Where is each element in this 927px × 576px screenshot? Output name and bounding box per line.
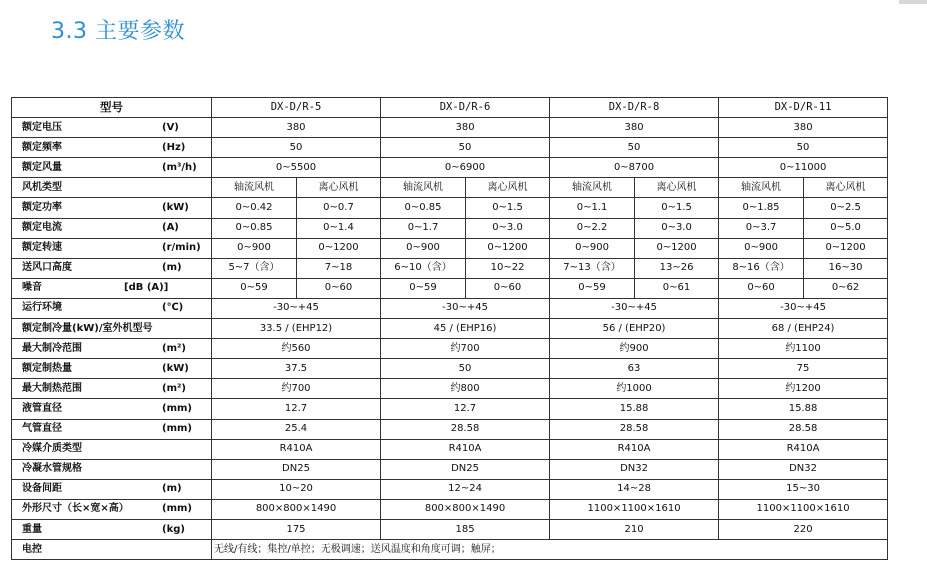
value-cell: 50	[212, 138, 381, 158]
spec-table-body	[12, 98, 888, 560]
value-cell: 10~20	[212, 479, 381, 499]
value-cell: 8~16（含）	[719, 258, 804, 278]
value-cell: 380	[381, 118, 550, 138]
row-label-cell	[12, 479, 212, 499]
table-row	[12, 118, 888, 138]
row-label-cell	[12, 158, 212, 178]
value-cell: 0~2.2	[550, 218, 635, 238]
row-label-cell	[12, 379, 212, 399]
value-cell: 离心风机	[804, 178, 888, 198]
value-cell: 离心风机	[297, 178, 381, 198]
value-cell: 0~60	[297, 278, 381, 298]
row-label: 额定制冷量(kW)/室外机型号	[22, 322, 153, 334]
table-row	[12, 218, 888, 238]
row-unit: (kW)	[162, 202, 189, 214]
row-label: 送风口高度	[22, 262, 72, 274]
row-label: 运行环境	[22, 302, 62, 314]
value-cell: 16~30	[804, 258, 888, 278]
value-cell: 0~1200	[466, 238, 550, 258]
row-label-cell	[12, 399, 212, 419]
value-cell: 220	[719, 519, 888, 539]
value-cell: 0~1.5	[635, 198, 719, 218]
control-label: 电控	[12, 540, 212, 560]
value-cell: 约1000	[550, 379, 719, 399]
row-label: 外形尺寸（长×宽×高）	[22, 503, 129, 515]
value-cell: 轴流风机	[381, 178, 466, 198]
row-unit: (m²)	[162, 342, 186, 354]
value-cell: 0~60	[719, 278, 804, 298]
value-cell: 15.88	[550, 399, 719, 419]
value-cell: 0~0.85	[212, 218, 297, 238]
value-cell: 0~59	[381, 278, 466, 298]
value-cell: 45 / (EHP16)	[381, 319, 550, 339]
value-cell: 28.58	[719, 419, 888, 439]
row-label-cell	[12, 339, 212, 359]
value-cell: 50	[719, 138, 888, 158]
value-cell: 0~5.0	[804, 218, 888, 238]
value-cell: 0~900	[719, 238, 804, 258]
table-row	[12, 298, 888, 318]
row-unit: (mm)	[162, 402, 192, 414]
value-cell: 0~1.85	[719, 198, 804, 218]
value-cell: 0~1.1	[550, 198, 635, 218]
table-row	[12, 339, 888, 359]
value-cell: DN32	[719, 459, 888, 479]
value-cell: 约1100	[719, 339, 888, 359]
row-label: 最大制冷范围	[22, 342, 82, 354]
value-cell: 75	[719, 359, 888, 379]
row-label: 噪音	[22, 282, 42, 294]
value-cell: 6~10（含）	[381, 258, 466, 278]
value-cell: 0~2.5	[804, 198, 888, 218]
row-label: 设备间距	[22, 483, 62, 495]
row-unit: (m²)	[162, 382, 186, 394]
control-value: 无线/有线；集控/单控；无极调速；送风温度和角度可调；触屏；	[212, 540, 888, 560]
row-label: 额定电流	[22, 222, 62, 234]
table-row	[12, 479, 888, 499]
value-cell: -30~+45	[381, 298, 550, 318]
value-cell: 14~28	[550, 479, 719, 499]
value-cell: 0~0.85	[381, 198, 466, 218]
row-label: 冷凝水管规格	[22, 463, 82, 475]
value-cell: 28.58	[550, 419, 719, 439]
row-unit: (V)	[162, 121, 179, 133]
row-unit: (mm)	[162, 423, 192, 435]
value-cell: 12~24	[381, 479, 550, 499]
value-cell: 约800	[381, 379, 550, 399]
model-header-cell: DX-D/R-5	[212, 98, 381, 118]
row-unit: (m)	[162, 262, 182, 274]
value-cell: 63	[550, 359, 719, 379]
row-label: 气管直径	[22, 423, 62, 435]
value-cell: 0~0.7	[297, 198, 381, 218]
spec-table	[11, 97, 888, 560]
value-cell: 0~3.0	[635, 218, 719, 238]
value-cell: 7~13（含）	[550, 258, 635, 278]
table-row	[12, 399, 888, 419]
value-cell: 68 / (EHP24)	[719, 319, 888, 339]
value-cell: 0~60	[466, 278, 550, 298]
value-cell: 175	[212, 519, 381, 539]
value-cell: 0~900	[381, 238, 466, 258]
model-header-cell: DX-D/R-6	[381, 98, 550, 118]
row-label: 额定转速	[22, 242, 62, 254]
value-cell: 1100×1100×1610	[719, 499, 888, 519]
row-label: 额定制热量	[22, 362, 72, 374]
value-cell: 25.4	[212, 419, 381, 439]
value-cell: 12.7	[381, 399, 550, 419]
value-cell: 10~22	[466, 258, 550, 278]
row-label: 额定风量	[22, 161, 62, 173]
value-cell: R410A	[212, 439, 381, 459]
value-cell: -30~+45	[212, 298, 381, 318]
value-cell: R410A	[550, 439, 719, 459]
value-cell: 轴流风机	[212, 178, 297, 198]
row-unit: (℃)	[162, 302, 184, 314]
table-row	[12, 379, 888, 399]
value-cell: 0~5500	[212, 158, 381, 178]
row-unit: (m³/h)	[162, 161, 197, 173]
value-cell: DN25	[381, 459, 550, 479]
corner-mark	[899, 0, 927, 4]
value-cell: 380	[212, 118, 381, 138]
value-cell: DN32	[550, 459, 719, 479]
table-row	[12, 278, 888, 298]
value-cell: R410A	[381, 439, 550, 459]
value-cell: 0~3.7	[719, 218, 804, 238]
row-label-cell	[12, 278, 212, 298]
value-cell: 15~30	[719, 479, 888, 499]
row-label: 冷媒介质类型	[22, 443, 82, 455]
value-cell: 0~900	[550, 238, 635, 258]
value-cell: 800×800×1490	[212, 499, 381, 519]
row-label-cell	[12, 238, 212, 258]
row-unit: (kW)	[162, 362, 189, 374]
row-label-cell	[12, 118, 212, 138]
value-cell: 1100×1100×1610	[550, 499, 719, 519]
row-label: 重量	[22, 523, 42, 535]
row-label: 液管直径	[22, 402, 62, 414]
row-label-cell	[12, 218, 212, 238]
value-cell: 15.88	[719, 399, 888, 419]
value-cell: -30~+45	[719, 298, 888, 318]
row-label-cell	[12, 178, 212, 198]
value-cell: 约560	[212, 339, 381, 359]
value-cell: 0~6900	[381, 158, 550, 178]
row-label-cell	[12, 459, 212, 479]
value-cell: 约900	[550, 339, 719, 359]
row-label-cell	[12, 198, 212, 218]
table-row	[12, 238, 888, 258]
row-unit: (mm)	[162, 503, 192, 515]
value-cell: 0~59	[550, 278, 635, 298]
table-row	[12, 198, 888, 218]
row-unit: (A)	[162, 222, 179, 234]
value-cell: R410A	[719, 439, 888, 459]
value-cell: 0~1.5	[466, 198, 550, 218]
value-cell: 380	[550, 118, 719, 138]
table-row	[12, 158, 888, 178]
value-cell: 185	[381, 519, 550, 539]
value-cell: 56 / (EHP20)	[550, 319, 719, 339]
value-cell: 5~7（含）	[212, 258, 297, 278]
row-unit: [dB (A)]	[124, 282, 169, 294]
row-label-cell	[12, 138, 212, 158]
value-cell: 50	[381, 359, 550, 379]
control-row	[12, 540, 888, 560]
page-title: 3.3 主要参数	[51, 19, 185, 44]
row-unit: (m)	[162, 483, 182, 495]
value-cell: 轴流风机	[719, 178, 804, 198]
row-label-cell	[12, 419, 212, 439]
row-unit: (kg)	[162, 523, 185, 535]
value-cell: 37.5	[212, 359, 381, 379]
value-cell: 0~0.42	[212, 198, 297, 218]
table-header-row	[12, 98, 888, 118]
value-cell: 210	[550, 519, 719, 539]
row-label-cell	[12, 258, 212, 278]
row-label-cell	[12, 319, 212, 339]
row-label: 额定功率	[22, 202, 62, 214]
value-cell: 13~26	[635, 258, 719, 278]
value-cell: 50	[381, 138, 550, 158]
value-cell: 7~18	[297, 258, 381, 278]
value-cell: 0~11000	[719, 158, 888, 178]
row-label: 最大制热范围	[22, 382, 82, 394]
value-cell: 约700	[212, 379, 381, 399]
value-cell: 380	[719, 118, 888, 138]
value-cell: 800×800×1490	[381, 499, 550, 519]
table-row	[12, 178, 888, 198]
model-header-cell: DX-D/R-11	[719, 98, 888, 118]
row-unit: (Hz)	[162, 141, 186, 153]
table-row	[12, 138, 888, 158]
value-cell: 约1200	[719, 379, 888, 399]
row-label-cell	[12, 519, 212, 539]
row-label: 额定电压	[22, 121, 62, 133]
table-row	[12, 499, 888, 519]
value-cell: 0~900	[212, 238, 297, 258]
value-cell: 0~61	[635, 278, 719, 298]
value-cell: 0~3.0	[466, 218, 550, 238]
value-cell: 33.5 / (EHP12)	[212, 319, 381, 339]
value-cell: 0~62	[804, 278, 888, 298]
value-cell: 12.7	[212, 399, 381, 419]
value-cell: 0~1.4	[297, 218, 381, 238]
row-label-cell	[12, 499, 212, 519]
model-header-cell: DX-D/R-8	[550, 98, 719, 118]
table-row	[12, 359, 888, 379]
row-label-cell	[12, 298, 212, 318]
table-row	[12, 459, 888, 479]
header-label-cell: 型号	[12, 98, 212, 118]
row-label: 额定频率	[22, 141, 62, 153]
table-row	[12, 258, 888, 278]
table-row	[12, 439, 888, 459]
value-cell: 约700	[381, 339, 550, 359]
value-cell: 0~1.7	[381, 218, 466, 238]
value-cell: 0~1200	[804, 238, 888, 258]
value-cell: 离心风机	[635, 178, 719, 198]
value-cell: 28.58	[381, 419, 550, 439]
value-cell: 离心风机	[466, 178, 550, 198]
row-label: 风机类型	[22, 181, 62, 193]
table-row	[12, 319, 888, 339]
row-label-cell	[12, 359, 212, 379]
table-row	[12, 419, 888, 439]
value-cell: 50	[550, 138, 719, 158]
value-cell: 轴流风机	[550, 178, 635, 198]
value-cell: DN25	[212, 459, 381, 479]
value-cell: 0~1200	[297, 238, 381, 258]
row-label-cell	[12, 439, 212, 459]
table-row	[12, 519, 888, 539]
value-cell: -30~+45	[550, 298, 719, 318]
value-cell: 0~59	[212, 278, 297, 298]
value-cell: 0~1200	[635, 238, 719, 258]
row-unit: (r/min)	[162, 242, 201, 254]
value-cell: 0~8700	[550, 158, 719, 178]
